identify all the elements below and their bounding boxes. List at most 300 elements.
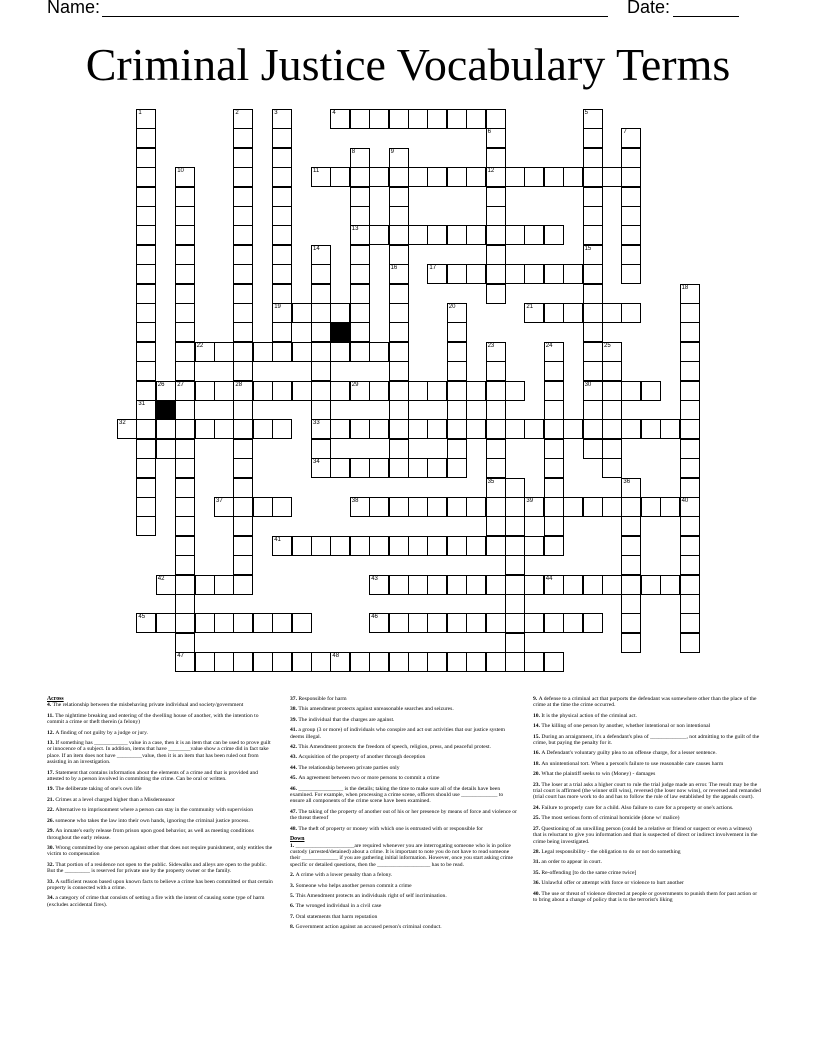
grid-cell[interactable]	[175, 575, 195, 595]
grid-cell[interactable]	[369, 575, 389, 595]
grid-cell[interactable]	[175, 400, 195, 420]
grid-cell[interactable]	[136, 264, 156, 284]
grid-cell[interactable]	[233, 342, 253, 362]
grid-cell[interactable]	[660, 419, 680, 439]
grid-cell[interactable]	[233, 148, 253, 168]
grid-cell[interactable]	[486, 497, 506, 517]
grid-cell[interactable]	[175, 342, 195, 362]
grid-cell[interactable]	[486, 167, 506, 187]
grid-cell[interactable]	[621, 478, 641, 498]
grid-cell[interactable]	[136, 478, 156, 498]
grid-cell[interactable]	[505, 575, 525, 595]
grid-cell[interactable]	[136, 322, 156, 342]
grid-cell[interactable]	[272, 652, 292, 672]
grid-cell[interactable]	[563, 264, 583, 284]
grid-cell[interactable]	[195, 342, 215, 362]
grid-cell[interactable]	[602, 381, 622, 401]
grid-cell[interactable]	[389, 381, 409, 401]
grid-cell[interactable]	[175, 458, 195, 478]
grid-cell[interactable]	[272, 303, 292, 323]
grid-cell[interactable]	[602, 342, 622, 362]
grid-cell[interactable]	[621, 555, 641, 575]
grid-cell[interactable]	[389, 439, 409, 459]
grid-cell[interactable]	[136, 613, 156, 633]
grid-cell[interactable]	[660, 497, 680, 517]
grid-cell[interactable]	[621, 167, 641, 187]
grid-cell[interactable]	[311, 284, 331, 304]
grid-cell[interactable]	[311, 322, 331, 342]
grid-cell[interactable]	[311, 400, 331, 420]
grid-cell[interactable]	[427, 167, 447, 187]
grid-cell[interactable]	[544, 458, 564, 478]
grid-cell[interactable]	[408, 613, 428, 633]
grid-cell[interactable]	[641, 497, 661, 517]
grid-cell[interactable]	[136, 516, 156, 536]
grid-cell[interactable]	[272, 284, 292, 304]
grid-cell[interactable]	[272, 536, 292, 556]
grid-cell[interactable]	[544, 478, 564, 498]
grid-cell[interactable]	[389, 148, 409, 168]
grid-cell[interactable]	[583, 381, 603, 401]
grid-cell[interactable]	[583, 613, 603, 633]
grid-cell[interactable]	[175, 187, 195, 207]
grid-cell[interactable]	[583, 361, 603, 381]
grid-cell[interactable]	[389, 575, 409, 595]
grid-cell[interactable]	[427, 381, 447, 401]
grid-cell[interactable]	[253, 342, 273, 362]
grid-cell[interactable]	[272, 342, 292, 362]
grid-cell[interactable]	[214, 497, 234, 517]
grid-cell[interactable]	[369, 342, 389, 362]
grid-cell[interactable]	[544, 361, 564, 381]
grid-cell[interactable]	[680, 284, 700, 304]
grid-cell[interactable]	[233, 613, 253, 633]
grid-cell[interactable]	[466, 575, 486, 595]
grid-cell[interactable]	[369, 419, 389, 439]
grid-cell[interactable]	[583, 206, 603, 226]
grid-cell[interactable]	[486, 361, 506, 381]
grid-cell[interactable]	[389, 187, 409, 207]
grid-cell[interactable]	[272, 206, 292, 226]
grid-cell[interactable]	[621, 264, 641, 284]
grid-cell[interactable]	[447, 303, 467, 323]
grid-cell[interactable]	[214, 342, 234, 362]
grid-cell[interactable]	[544, 400, 564, 420]
grid-cell[interactable]	[136, 361, 156, 381]
grid-cell[interactable]	[505, 652, 525, 672]
grid-cell[interactable]	[389, 342, 409, 362]
grid-cell[interactable]	[427, 652, 447, 672]
grid-cell[interactable]	[621, 206, 641, 226]
grid-cell[interactable]	[253, 652, 273, 672]
grid-cell[interactable]	[621, 128, 641, 148]
grid-cell[interactable]	[311, 419, 331, 439]
grid-cell[interactable]	[408, 109, 428, 129]
grid-cell[interactable]	[583, 284, 603, 304]
grid-cell[interactable]	[195, 419, 215, 439]
grid-cell[interactable]	[641, 575, 661, 595]
grid-cell[interactable]	[466, 536, 486, 556]
grid-cell[interactable]	[389, 652, 409, 672]
grid-cell[interactable]	[583, 342, 603, 362]
grid-cell[interactable]	[544, 303, 564, 323]
grid-cell[interactable]	[175, 225, 195, 245]
grid-cell[interactable]	[602, 458, 622, 478]
grid-cell[interactable]	[253, 419, 273, 439]
grid-cell[interactable]	[621, 303, 641, 323]
grid-cell[interactable]	[544, 516, 564, 536]
grid-cell[interactable]	[369, 167, 389, 187]
grid-cell[interactable]	[544, 342, 564, 362]
grid-cell[interactable]	[680, 439, 700, 459]
grid-cell[interactable]	[233, 497, 253, 517]
grid-cell[interactable]	[486, 439, 506, 459]
grid-cell[interactable]	[350, 381, 370, 401]
grid-cell[interactable]	[389, 400, 409, 420]
grid-cell[interactable]	[175, 303, 195, 323]
grid-cell[interactable]	[272, 264, 292, 284]
grid-cell[interactable]	[136, 187, 156, 207]
grid-cell[interactable]	[369, 497, 389, 517]
grid-cell[interactable]	[505, 264, 525, 284]
grid-cell[interactable]	[136, 303, 156, 323]
grid-cell[interactable]	[311, 264, 331, 284]
grid-cell[interactable]	[369, 613, 389, 633]
grid-cell[interactable]	[583, 109, 603, 129]
grid-cell[interactable]	[253, 497, 273, 517]
grid-cell[interactable]	[447, 400, 467, 420]
grid-cell[interactable]	[369, 225, 389, 245]
grid-cell[interactable]	[214, 613, 234, 633]
grid-cell[interactable]	[544, 419, 564, 439]
grid-cell[interactable]	[272, 322, 292, 342]
grid-cell[interactable]	[486, 613, 506, 633]
grid-cell[interactable]	[524, 303, 544, 323]
grid-cell[interactable]	[621, 381, 641, 401]
grid-cell[interactable]	[486, 652, 506, 672]
grid-cell[interactable]	[233, 400, 253, 420]
grid-cell[interactable]	[544, 652, 564, 672]
grid-cell[interactable]	[233, 128, 253, 148]
grid-cell[interactable]	[311, 361, 331, 381]
grid-cell[interactable]	[389, 167, 409, 187]
grid-cell[interactable]	[447, 458, 467, 478]
grid-cell[interactable]	[544, 536, 564, 556]
grid-cell[interactable]	[292, 342, 312, 362]
grid-cell[interactable]	[389, 613, 409, 633]
grid-cell[interactable]	[602, 361, 622, 381]
grid-cell[interactable]	[136, 225, 156, 245]
grid-cell[interactable]	[136, 497, 156, 517]
grid-cell[interactable]	[583, 322, 603, 342]
grid-cell[interactable]	[486, 187, 506, 207]
grid-cell[interactable]	[369, 652, 389, 672]
grid-cell[interactable]	[544, 497, 564, 517]
grid-cell[interactable]	[505, 497, 525, 517]
grid-cell[interactable]	[621, 225, 641, 245]
grid-cell[interactable]	[292, 536, 312, 556]
grid-cell[interactable]	[680, 400, 700, 420]
grid-cell[interactable]	[175, 419, 195, 439]
grid-cell[interactable]	[505, 613, 525, 633]
grid-cell[interactable]	[621, 613, 641, 633]
grid-cell[interactable]	[233, 225, 253, 245]
grid-cell[interactable]	[233, 536, 253, 556]
grid-cell[interactable]	[350, 419, 370, 439]
grid-cell[interactable]	[369, 536, 389, 556]
grid-cell[interactable]	[563, 303, 583, 323]
grid-cell[interactable]	[350, 303, 370, 323]
grid-cell[interactable]	[621, 419, 641, 439]
grid-cell[interactable]	[175, 167, 195, 187]
grid-cell[interactable]	[272, 225, 292, 245]
grid-cell[interactable]	[408, 536, 428, 556]
grid-cell[interactable]	[621, 594, 641, 614]
grid-cell[interactable]	[447, 361, 467, 381]
grid-cell[interactable]	[621, 245, 641, 265]
grid-cell[interactable]	[583, 575, 603, 595]
grid-cell[interactable]	[330, 381, 350, 401]
grid-cell[interactable]	[233, 322, 253, 342]
grid-cell[interactable]	[389, 245, 409, 265]
grid-cell[interactable]	[350, 109, 370, 129]
grid-cell[interactable]	[350, 148, 370, 168]
grid-cell[interactable]	[272, 148, 292, 168]
grid-cell[interactable]	[427, 536, 447, 556]
grid-cell[interactable]	[272, 128, 292, 148]
grid-cell[interactable]	[233, 206, 253, 226]
grid-cell[interactable]	[253, 381, 273, 401]
grid-cell[interactable]	[311, 381, 331, 401]
grid-cell[interactable]	[272, 613, 292, 633]
grid-cell[interactable]	[486, 245, 506, 265]
grid-cell[interactable]	[505, 381, 525, 401]
grid-cell[interactable]	[447, 439, 467, 459]
grid-cell[interactable]	[195, 381, 215, 401]
grid-cell[interactable]	[136, 206, 156, 226]
grid-cell[interactable]	[583, 167, 603, 187]
grid-cell[interactable]	[175, 652, 195, 672]
grid-cell[interactable]	[330, 652, 350, 672]
grid-cell[interactable]	[486, 516, 506, 536]
grid-cell[interactable]	[136, 148, 156, 168]
grid-cell[interactable]	[292, 613, 312, 633]
grid-cell[interactable]	[621, 516, 641, 536]
grid-cell[interactable]	[156, 439, 176, 459]
grid-cell[interactable]	[505, 419, 525, 439]
grid-cell[interactable]	[505, 167, 525, 187]
grid-cell[interactable]	[272, 497, 292, 517]
grid-cell[interactable]	[408, 652, 428, 672]
grid-cell[interactable]	[486, 342, 506, 362]
grid-cell[interactable]	[195, 652, 215, 672]
grid-cell[interactable]	[447, 575, 467, 595]
grid-cell[interactable]	[233, 419, 253, 439]
grid-cell[interactable]	[524, 536, 544, 556]
grid-cell[interactable]	[486, 109, 506, 129]
grid-cell[interactable]	[524, 264, 544, 284]
grid-cell[interactable]	[292, 381, 312, 401]
grid-cell[interactable]	[466, 497, 486, 517]
grid-cell[interactable]	[350, 264, 370, 284]
grid-cell[interactable]	[195, 613, 215, 633]
grid-cell[interactable]	[330, 458, 350, 478]
grid-cell[interactable]	[427, 458, 447, 478]
grid-cell[interactable]	[583, 264, 603, 284]
grid-cell[interactable]	[427, 497, 447, 517]
grid-cell[interactable]	[680, 303, 700, 323]
grid-cell[interactable]	[466, 225, 486, 245]
grid-cell[interactable]	[680, 536, 700, 556]
grid-cell[interactable]	[156, 575, 176, 595]
grid-cell[interactable]	[466, 109, 486, 129]
grid-cell[interactable]	[350, 536, 370, 556]
grid-cell[interactable]	[447, 497, 467, 517]
grid-cell[interactable]	[505, 536, 525, 556]
grid-cell[interactable]	[680, 419, 700, 439]
grid-cell[interactable]	[369, 458, 389, 478]
grid-cell[interactable]	[524, 497, 544, 517]
grid-cell[interactable]	[408, 458, 428, 478]
grid-cell[interactable]	[175, 497, 195, 517]
grid-cell[interactable]	[583, 439, 603, 459]
grid-cell[interactable]	[486, 458, 506, 478]
grid-cell[interactable]	[621, 575, 641, 595]
grid-cell[interactable]	[447, 167, 467, 187]
grid-cell[interactable]	[136, 342, 156, 362]
grid-cell[interactable]	[486, 478, 506, 498]
grid-cell[interactable]	[583, 187, 603, 207]
grid-cell[interactable]	[330, 167, 350, 187]
grid-cell[interactable]	[427, 264, 447, 284]
grid-cell[interactable]	[136, 128, 156, 148]
grid-cell[interactable]	[466, 264, 486, 284]
grid-cell[interactable]	[233, 555, 253, 575]
grid-cell[interactable]	[563, 613, 583, 633]
grid-cell[interactable]	[389, 284, 409, 304]
grid-cell[interactable]	[253, 613, 273, 633]
grid-cell[interactable]	[214, 419, 234, 439]
grid-cell[interactable]	[389, 361, 409, 381]
grid-cell[interactable]	[389, 206, 409, 226]
grid-cell[interactable]	[680, 458, 700, 478]
grid-cell[interactable]	[350, 342, 370, 362]
grid-cell[interactable]	[563, 419, 583, 439]
grid-cell[interactable]	[350, 167, 370, 187]
grid-cell[interactable]	[680, 575, 700, 595]
grid-cell[interactable]	[136, 419, 156, 439]
grid-cell[interactable]	[447, 342, 467, 362]
grid-cell[interactable]	[214, 652, 234, 672]
grid-cell[interactable]	[175, 594, 195, 614]
grid-cell[interactable]	[466, 381, 486, 401]
grid-cell[interactable]	[389, 536, 409, 556]
grid-cell[interactable]	[330, 419, 350, 439]
grid-cell[interactable]	[272, 419, 292, 439]
grid-cell[interactable]	[408, 419, 428, 439]
grid-cell[interactable]	[505, 478, 525, 498]
grid-cell[interactable]	[524, 225, 544, 245]
grid-cell[interactable]	[486, 284, 506, 304]
grid-cell[interactable]	[680, 478, 700, 498]
grid-cell[interactable]	[350, 458, 370, 478]
grid-cell[interactable]	[505, 225, 525, 245]
grid-cell[interactable]	[486, 419, 506, 439]
grid-cell[interactable]	[602, 303, 622, 323]
grid-cell[interactable]	[117, 419, 137, 439]
grid-cell[interactable]	[311, 303, 331, 323]
grid-cell[interactable]	[680, 613, 700, 633]
grid-cell[interactable]	[175, 264, 195, 284]
grid-cell[interactable]	[505, 594, 525, 614]
grid-cell[interactable]	[233, 381, 253, 401]
grid-cell[interactable]	[524, 613, 544, 633]
grid-cell[interactable]	[447, 264, 467, 284]
grid-cell[interactable]	[311, 536, 331, 556]
grid-cell[interactable]	[583, 245, 603, 265]
grid-cell[interactable]	[272, 245, 292, 265]
grid-cell[interactable]	[330, 536, 350, 556]
grid-cell[interactable]	[447, 109, 467, 129]
grid-cell[interactable]	[311, 458, 331, 478]
grid-cell[interactable]	[466, 613, 486, 633]
grid-cell[interactable]	[660, 575, 680, 595]
grid-cell[interactable]	[486, 148, 506, 168]
grid-cell[interactable]	[466, 167, 486, 187]
grid-cell[interactable]	[175, 555, 195, 575]
grid-cell[interactable]	[583, 303, 603, 323]
grid-cell[interactable]	[641, 381, 661, 401]
grid-cell[interactable]	[350, 322, 370, 342]
grid-cell[interactable]	[233, 303, 253, 323]
grid-cell[interactable]	[350, 225, 370, 245]
grid-cell[interactable]	[524, 167, 544, 187]
grid-cell[interactable]	[369, 109, 389, 129]
grid-cell[interactable]	[641, 419, 661, 439]
grid-cell[interactable]	[233, 575, 253, 595]
grid-cell[interactable]	[408, 497, 428, 517]
grid-cell[interactable]	[389, 497, 409, 517]
grid-cell[interactable]	[175, 439, 195, 459]
grid-cell[interactable]	[233, 245, 253, 265]
grid-cell[interactable]	[156, 613, 176, 633]
grid-cell[interactable]	[175, 206, 195, 226]
grid-cell[interactable]	[233, 652, 253, 672]
grid-cell[interactable]	[136, 458, 156, 478]
grid-cell[interactable]	[621, 536, 641, 556]
grid-cell[interactable]	[583, 128, 603, 148]
grid-cell[interactable]	[311, 245, 331, 265]
grid-cell[interactable]	[602, 575, 622, 595]
grid-cell[interactable]	[602, 439, 622, 459]
grid-cell[interactable]	[233, 478, 253, 498]
grid-cell[interactable]	[136, 381, 156, 401]
grid-cell[interactable]	[350, 652, 370, 672]
grid-cell[interactable]	[544, 381, 564, 401]
grid-cell[interactable]	[330, 342, 350, 362]
grid-cell[interactable]	[389, 225, 409, 245]
grid-cell[interactable]	[292, 652, 312, 672]
grid-cell[interactable]	[350, 187, 370, 207]
grid-cell[interactable]	[563, 575, 583, 595]
grid-cell[interactable]	[214, 381, 234, 401]
grid-cell[interactable]	[389, 264, 409, 284]
grid-cell[interactable]	[156, 419, 176, 439]
grid-cell[interactable]	[680, 497, 700, 517]
grid-cell[interactable]	[427, 613, 447, 633]
grid-cell[interactable]	[389, 303, 409, 323]
grid-cell[interactable]	[466, 652, 486, 672]
